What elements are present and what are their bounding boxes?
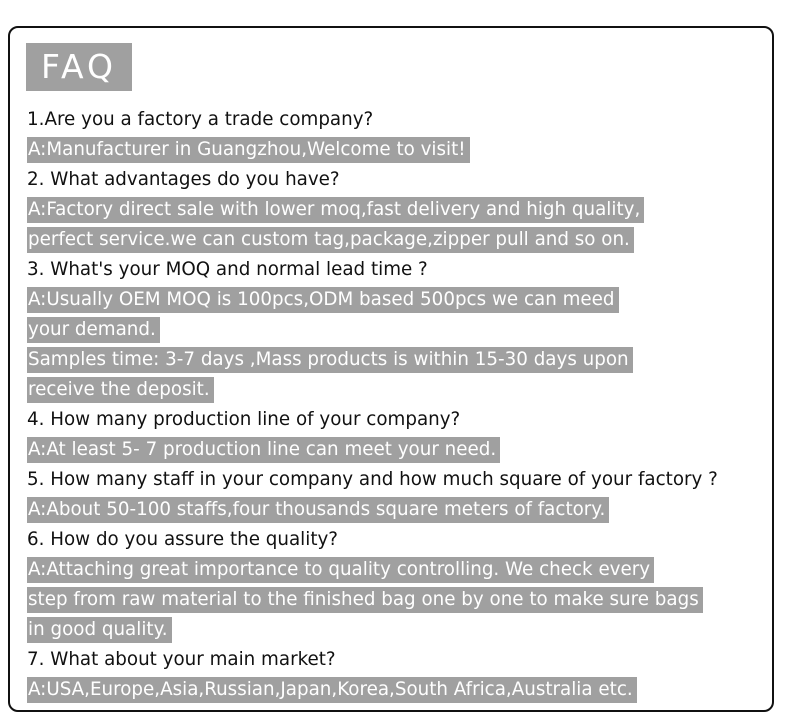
answer-7-line-1 [27,675,718,705]
question-5: 5. How many staff in your company and how much square of your factory ? [27,469,718,490]
question-2: 2. What advantages do you have? [27,169,340,190]
question-3: 3. What's your MOQ and normal lead time ? [27,259,428,280]
answer-6-line-2 [27,585,718,615]
answer-highlight: A:Factory direct sale with lower moq,fast delivery and high quality, [27,197,644,223]
answer-highlight: receive the deposit. [27,377,214,403]
answer-highlight: perfect service.we can custom tag,package,zipper pull and so on. [27,227,634,253]
question-6: 6. How do you assure the quality? [27,529,339,550]
answer-4-line-1 [27,435,718,465]
question-7: 7. What about your main market? [27,649,336,670]
answer-3-line-1 [27,285,718,315]
answer-5-line-1 [27,495,718,525]
answer-highlight: in good quality. [27,617,172,643]
answer-6-line-1 [27,555,718,585]
answer-highlight: A:USA,Europe,Asia,Russian,Japan,Korea,South Africa,Australia etc. [27,677,637,703]
faq-list [27,105,718,705]
answer-highlight: A:Manufacturer in Guangzhou,Welcome to visit! [27,137,470,163]
answer-2-line-1 [27,195,718,225]
answer-3-line-3 [27,345,718,375]
answer-3-line-2 [27,315,718,345]
answer-highlight: Samples time: 3-7 days ,Mass products is within 15-30 days upon [27,347,633,373]
question-4: 4. How many production line of your company? [27,409,461,430]
answer-highlight: step from raw material to the finished bag one by one to make sure bags [27,587,703,613]
question-1: 1.Are you a factory a trade company? [27,109,374,130]
answer-3-line-4 [27,375,718,405]
answer-highlight: your demand. [27,317,160,343]
faq-title: FAQ [26,43,132,91]
answer-highlight: A:Usually OEM MOQ is 100pcs,ODM based 500pcs we can meed [27,287,619,313]
answer-1-line-1 [27,135,718,165]
answer-6-line-3 [27,615,718,645]
answer-highlight: A:At least 5- 7 production line can meet your need. [27,437,500,463]
answer-highlight: A:About 50-100 staffs,four thousands square meters of factory. [27,497,609,523]
answer-highlight: A:Attaching great importance to quality controlling. We check every [27,557,654,583]
answer-2-line-2 [27,225,718,255]
